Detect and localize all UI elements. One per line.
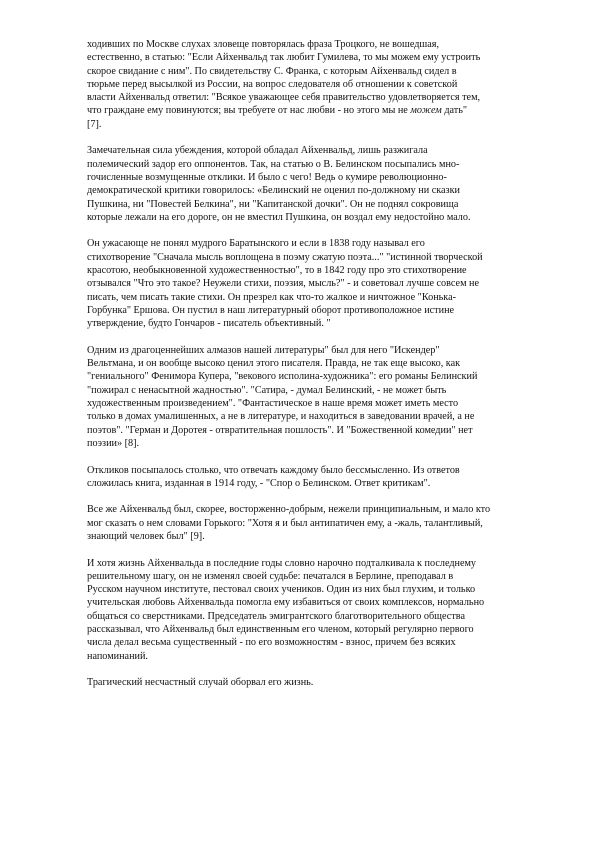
line: решительному шагу, он не изменял своей судьбе: печатался в Берлине, преподавал в <box>87 570 454 582</box>
line: напоминаний. <box>87 650 148 662</box>
line: скорое свидание с ним". По свидетельству С. Франка, с которым Айхенвальд сидел в <box>87 65 457 77</box>
line: знающий человек был" [9]. <box>87 530 205 542</box>
line: "гениального" Фенимора Купера, "векового исполина-художника": его романы Белинский <box>87 371 478 383</box>
line: естественно, в статью: "Если Айхенвальд так любит Гумилева, то мы можем ему устроить <box>87 52 481 64</box>
line: Замечательная сила убеждения, которой обладал Айхенвальд, лишь разжигала <box>87 145 428 157</box>
paragraph-3 <box>87 237 549 330</box>
line: Пушкина, ни "Повестей Белкина", ни "Капитанской дочки". Он не поднял сокровища <box>87 198 459 210</box>
paragraph-8 <box>87 676 549 689</box>
line: художественным произведением". "Фантастическое в наше время может иметь место <box>87 398 459 410</box>
line: поэтов". "Герман и Доротея - отвратительная пошлость". И "Божественной комедии" нет <box>87 424 473 436</box>
line: Он ужасающе не понял мудрого Баратынского и если в 1838 году называл его <box>87 238 425 250</box>
paragraph-1 <box>87 38 549 131</box>
line: которые лежали на его дороге, он не вместил Пушкина, он воздал ему недостойно мало. <box>87 211 471 223</box>
line: Откликов посыпалось столько, что отвечать каждому было бессмысленно. Из ответов <box>87 464 460 476</box>
emphasized-word: можем <box>410 105 442 117</box>
line-tail: дать" <box>441 105 468 117</box>
line: Вельтмана, и он вообще высоко ценил этого писателя. Правда, не так еще высоко, как <box>87 358 461 370</box>
line: писать, чем писать такие стихи. Он презрел как что-то жалкое и ничтожное "Конька- <box>87 291 457 303</box>
line: Одним из драгоценнейших алмазов нашей литературы" был для него "Искендер" <box>87 344 440 356</box>
line: общаться со сверстниками. Председатель эмигрантского благотворительного общества <box>87 610 465 622</box>
line: "пожирал с ненасытной жадностью". "Сатира, - думал Белинский, - не может быть <box>87 384 447 396</box>
line: тюрьме перед высылкой из России, на вопрос следователя об отношении к советской <box>87 78 458 90</box>
line: отзывался "Что это такое? Неужели стихи, поэзия, мысль?" - и советовал лучше совсем не <box>87 278 480 290</box>
line: ходивших по Москве слухах зловеще повторялась фраза Троцкого, не вошедшая, <box>87 39 440 50</box>
line: гочисленные возмущенные отклики. И было с чего! Ведь о кумире революционно- <box>87 171 447 183</box>
line: власти Айхенвальд ответил: "Всякое уважающее себя правительство удовлетворяется тем, <box>87 92 481 104</box>
line: мог сказать о нем словами Горького: "Хотя я и был антипатичен ему, а -жаль, талантливый, <box>87 517 483 529</box>
paragraph-6 <box>87 503 549 543</box>
paragraph-5 <box>87 464 549 491</box>
line: Горбунка" Ершова. Он пустил в наш литературный оборот противоположное истине <box>87 304 455 316</box>
line: красотою, необыкновенной художественностью", то в 1842 году про это стихотворение <box>87 265 467 277</box>
line: поэзии» [8]. <box>87 437 140 449</box>
citation: [7]. <box>87 118 102 130</box>
line: рассказывал, что Айхенвальд был единственным его членом, который регулярно первого <box>87 624 474 636</box>
line: Русском научном институте, пестовал своих учеников. Один из них был глухим, и только <box>87 584 476 596</box>
line: Трагический несчастный случай оборвал его жизнь. <box>87 677 314 689</box>
line: демократической критики говорилось: «Белинский не оценил по-должному ни сказки <box>87 185 460 197</box>
line: сложилась книга, изданная в 1914 году, - "Спор о Белинском. Ответ критикам". <box>87 477 431 489</box>
document-body <box>87 38 549 703</box>
line: И хотя жизнь Айхенвальда в последние годы словно нарочно подталкивала к последнему <box>87 557 477 569</box>
line: утверждение, будто Гончаров - писатель объективный. " <box>87 318 331 330</box>
line: что граждане ему повинуются; вы требуете от нас любви - но этого мы не <box>87 105 408 117</box>
line: только в домах умалишенных, а не в литературе, и находиться в заведовании врачей, а не <box>87 411 475 423</box>
line: стихотворение "Сначала мысль воплощена в поэму сжатую поэта..." "истинной творческой <box>87 251 483 263</box>
paragraph-4 <box>87 344 549 450</box>
line: Все же Айхенвальд был, скорее, восторженно-добрым, нежели принципиальным, и мало кто <box>87 504 491 516</box>
line: полемический задор его оппонентов. Так, на статью о В. Белинском посыпались мно- <box>87 158 460 170</box>
line: числа делал весьма существенный - по его возможностям - взнос, причем без всяких <box>87 637 456 649</box>
line: учительская любовь Айхенвальда помогла ему избавиться от своих комплексов, нормально <box>87 597 485 609</box>
paragraph-2 <box>87 144 549 224</box>
paragraph-7 <box>87 557 549 663</box>
